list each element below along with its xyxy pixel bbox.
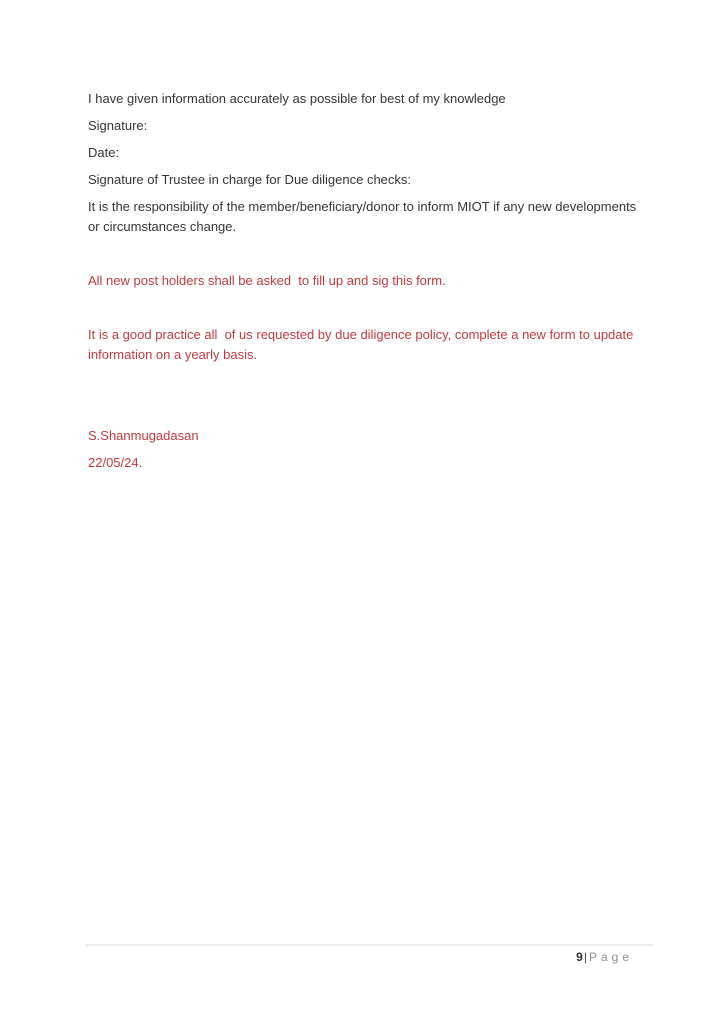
paragraph-good-practice-note <box>88 325 648 365</box>
paragraph-date-label <box>88 143 648 163</box>
text-line: Date: <box>88 145 120 160</box>
text-line: Signature: <box>88 118 148 133</box>
paragraph-responsibility-statement <box>88 197 648 237</box>
paragraph-signatory-name <box>88 426 648 446</box>
footer-divider <box>85 944 653 946</box>
text-line: 22/05/24. <box>88 455 143 470</box>
text-line: S.Shanmugadasan <box>88 428 199 443</box>
paragraph-post-holders-note <box>88 271 648 291</box>
paragraph-signed-date <box>88 453 648 473</box>
paragraph-trustee-signature-label <box>88 170 648 190</box>
page-number: 9 <box>576 950 583 964</box>
paragraph-signature-label <box>88 116 648 136</box>
footer-page-label: Page <box>588 950 633 964</box>
text-line: Signature of Trustee in charge for Due diligence checks: <box>88 172 412 187</box>
text-line: It is the responsibility of the member/beneficiary/donor to inform MIOT if any new developments <box>88 199 637 214</box>
text-line: It is a good practice all of us requested by due diligence policy, complete a new form to update <box>88 327 634 342</box>
footer-page-indicator <box>85 949 633 965</box>
footer-separator: | <box>583 950 587 964</box>
text-line: information on a yearly basis. <box>88 347 258 362</box>
paragraph-knowledge-statement <box>88 89 648 109</box>
text-line: I have given information accurately as possible for best of my knowledge <box>88 91 506 106</box>
text-line: All new post holders shall be asked to fill up and sig this form. <box>88 273 446 288</box>
text-line: or circumstances change. <box>88 219 237 234</box>
document-body <box>88 89 648 480</box>
